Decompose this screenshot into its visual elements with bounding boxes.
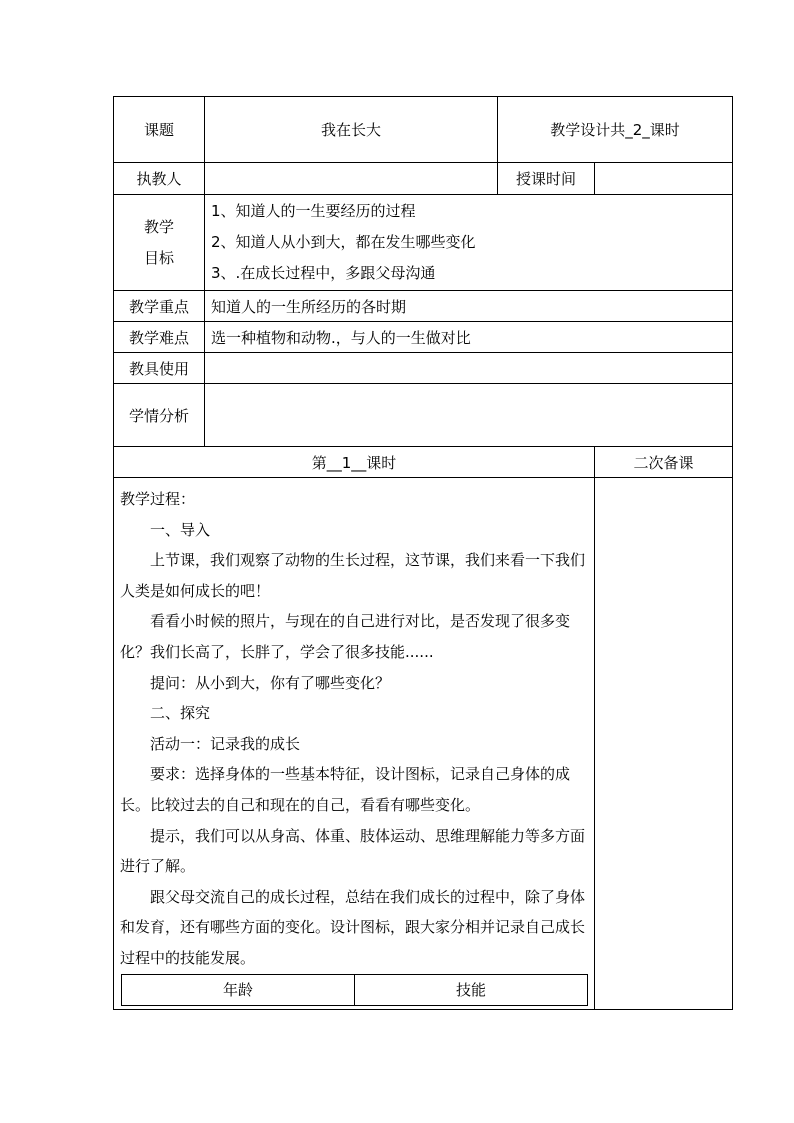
process-heading: 教学过程： [120,490,196,508]
lesson-plan-table [113,96,733,1010]
process-paragraph: 要求：选择身体的一些基本特征，设计图标，记录自己身体的成长。比较过去的自己和现在的自己，看看有哪些变化。 [120,765,571,814]
goals-label-line1: 教学 [143,217,174,236]
goal-item: 2、知道人从小到大，都在发生哪些变化 [211,233,476,251]
key-point-label: 教学重点 [114,291,205,322]
topic-value: 我在长大 [205,97,498,163]
analysis-label: 学情分析 [114,384,205,447]
goal-item: 1、知道人的一生要经历的过程 [211,202,416,220]
design-info: 教学设计共_2_课时 [498,97,733,163]
teaching-process [114,478,595,1010]
teacher-label: 执教人 [114,163,205,195]
process-paragraph: 活动一：记录我的成长 [150,734,301,753]
skills-header-age: 年龄 [122,974,355,1005]
secondary-prep-label: 二次备课 [595,447,733,478]
tools-label: 教具使用 [114,353,205,384]
time-label: 授课时间 [498,163,595,195]
process-paragraph: 一、导入 [150,520,211,539]
process-paragraph: 提问：从小到大，你有了哪些变化？ [150,673,391,692]
goal-item: 3、.在成长过程中，多跟父母沟通 [211,264,436,282]
secondary-prep-area [595,478,733,1010]
process-paragraph: 二、探究 [150,704,211,723]
difficulty-value: 选一种植物和动物.，与人的一生做对比 [205,322,733,353]
topic-label: 课题 [114,97,205,163]
process-paragraph: 看看小时候的照片，与现在的自己进行对比，是否发现了很多变化？我们长高了，长胖了，学会了很多技能...... [120,612,571,661]
analysis-value [205,384,733,447]
skills-table [121,974,588,1006]
tools-value [205,353,733,384]
goals-label [114,195,205,291]
process-paragraph: 上节课，我们观察了动物的生长过程，这节课，我们来看一下我们人类是如何成长的吧！ [120,551,586,600]
teacher-value [205,163,498,195]
skills-header-skill: 技能 [355,974,588,1005]
process-paragraph: 提示，我们可以从身高、体重、肢体运动、思维理解能力等多方面进行了解。 [120,826,586,876]
goals-list [205,195,733,291]
time-value [595,163,733,195]
key-point-value: 知道人的一生所经历的各时期 [205,291,733,322]
goals-label-line2: 目标 [143,248,174,267]
lesson-title: 第__1__课时 [114,447,595,478]
process-paragraph: 跟父母交流自己的成长过程，总结在我们成长的过程中，除了身体和发育，还有哪些方面的变化。设计图标，跟大家分相并记录自己成长过程中的技能发展。 [120,887,586,967]
difficulty-label: 教学难点 [114,322,205,353]
